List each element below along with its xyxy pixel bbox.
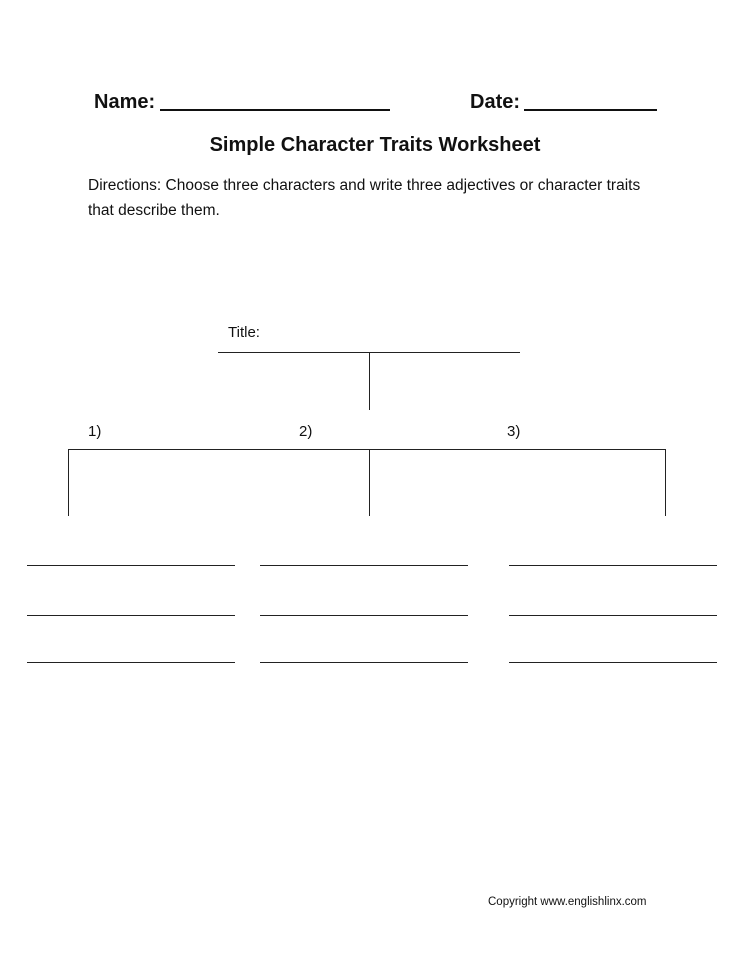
directions-line-2: that describe them.: [88, 202, 220, 219]
name-input-line[interactable]: [160, 109, 390, 111]
trait-line-2-2[interactable]: [260, 615, 468, 616]
trait-line-3-3[interactable]: [509, 662, 717, 663]
date-label: Date:: [470, 91, 521, 113]
character-3-label: 3): [507, 423, 521, 440]
character-1-label: 1): [88, 423, 102, 440]
name-label: Name:: [94, 91, 156, 113]
copyright-text: Copyright www.englishlinx.com: [488, 896, 647, 908]
branch-middle-line: [369, 449, 370, 516]
trait-line-1-3[interactable]: [27, 662, 235, 663]
trait-line-2-1[interactable]: [260, 565, 468, 566]
branch-top-line: [68, 449, 666, 450]
directions-line-1: Directions: Choose three characters and write three adjectives or character traits: [88, 177, 641, 194]
trait-line-2-3[interactable]: [260, 662, 468, 663]
trait-line-3-1[interactable]: [509, 565, 717, 566]
trait-line-1-2[interactable]: [27, 615, 235, 616]
diagram-stem-line: [369, 352, 370, 410]
branch-left-line: [68, 449, 69, 516]
worksheet-title: Simple Character Traits Worksheet: [209, 134, 541, 156]
branch-right-line: [665, 449, 666, 516]
trait-line-3-2[interactable]: [509, 615, 717, 616]
character-2-label: 2): [299, 423, 313, 440]
diagram-title-label: Title:: [228, 324, 260, 341]
date-input-line[interactable]: [524, 109, 657, 111]
trait-line-1-1[interactable]: [27, 565, 235, 566]
